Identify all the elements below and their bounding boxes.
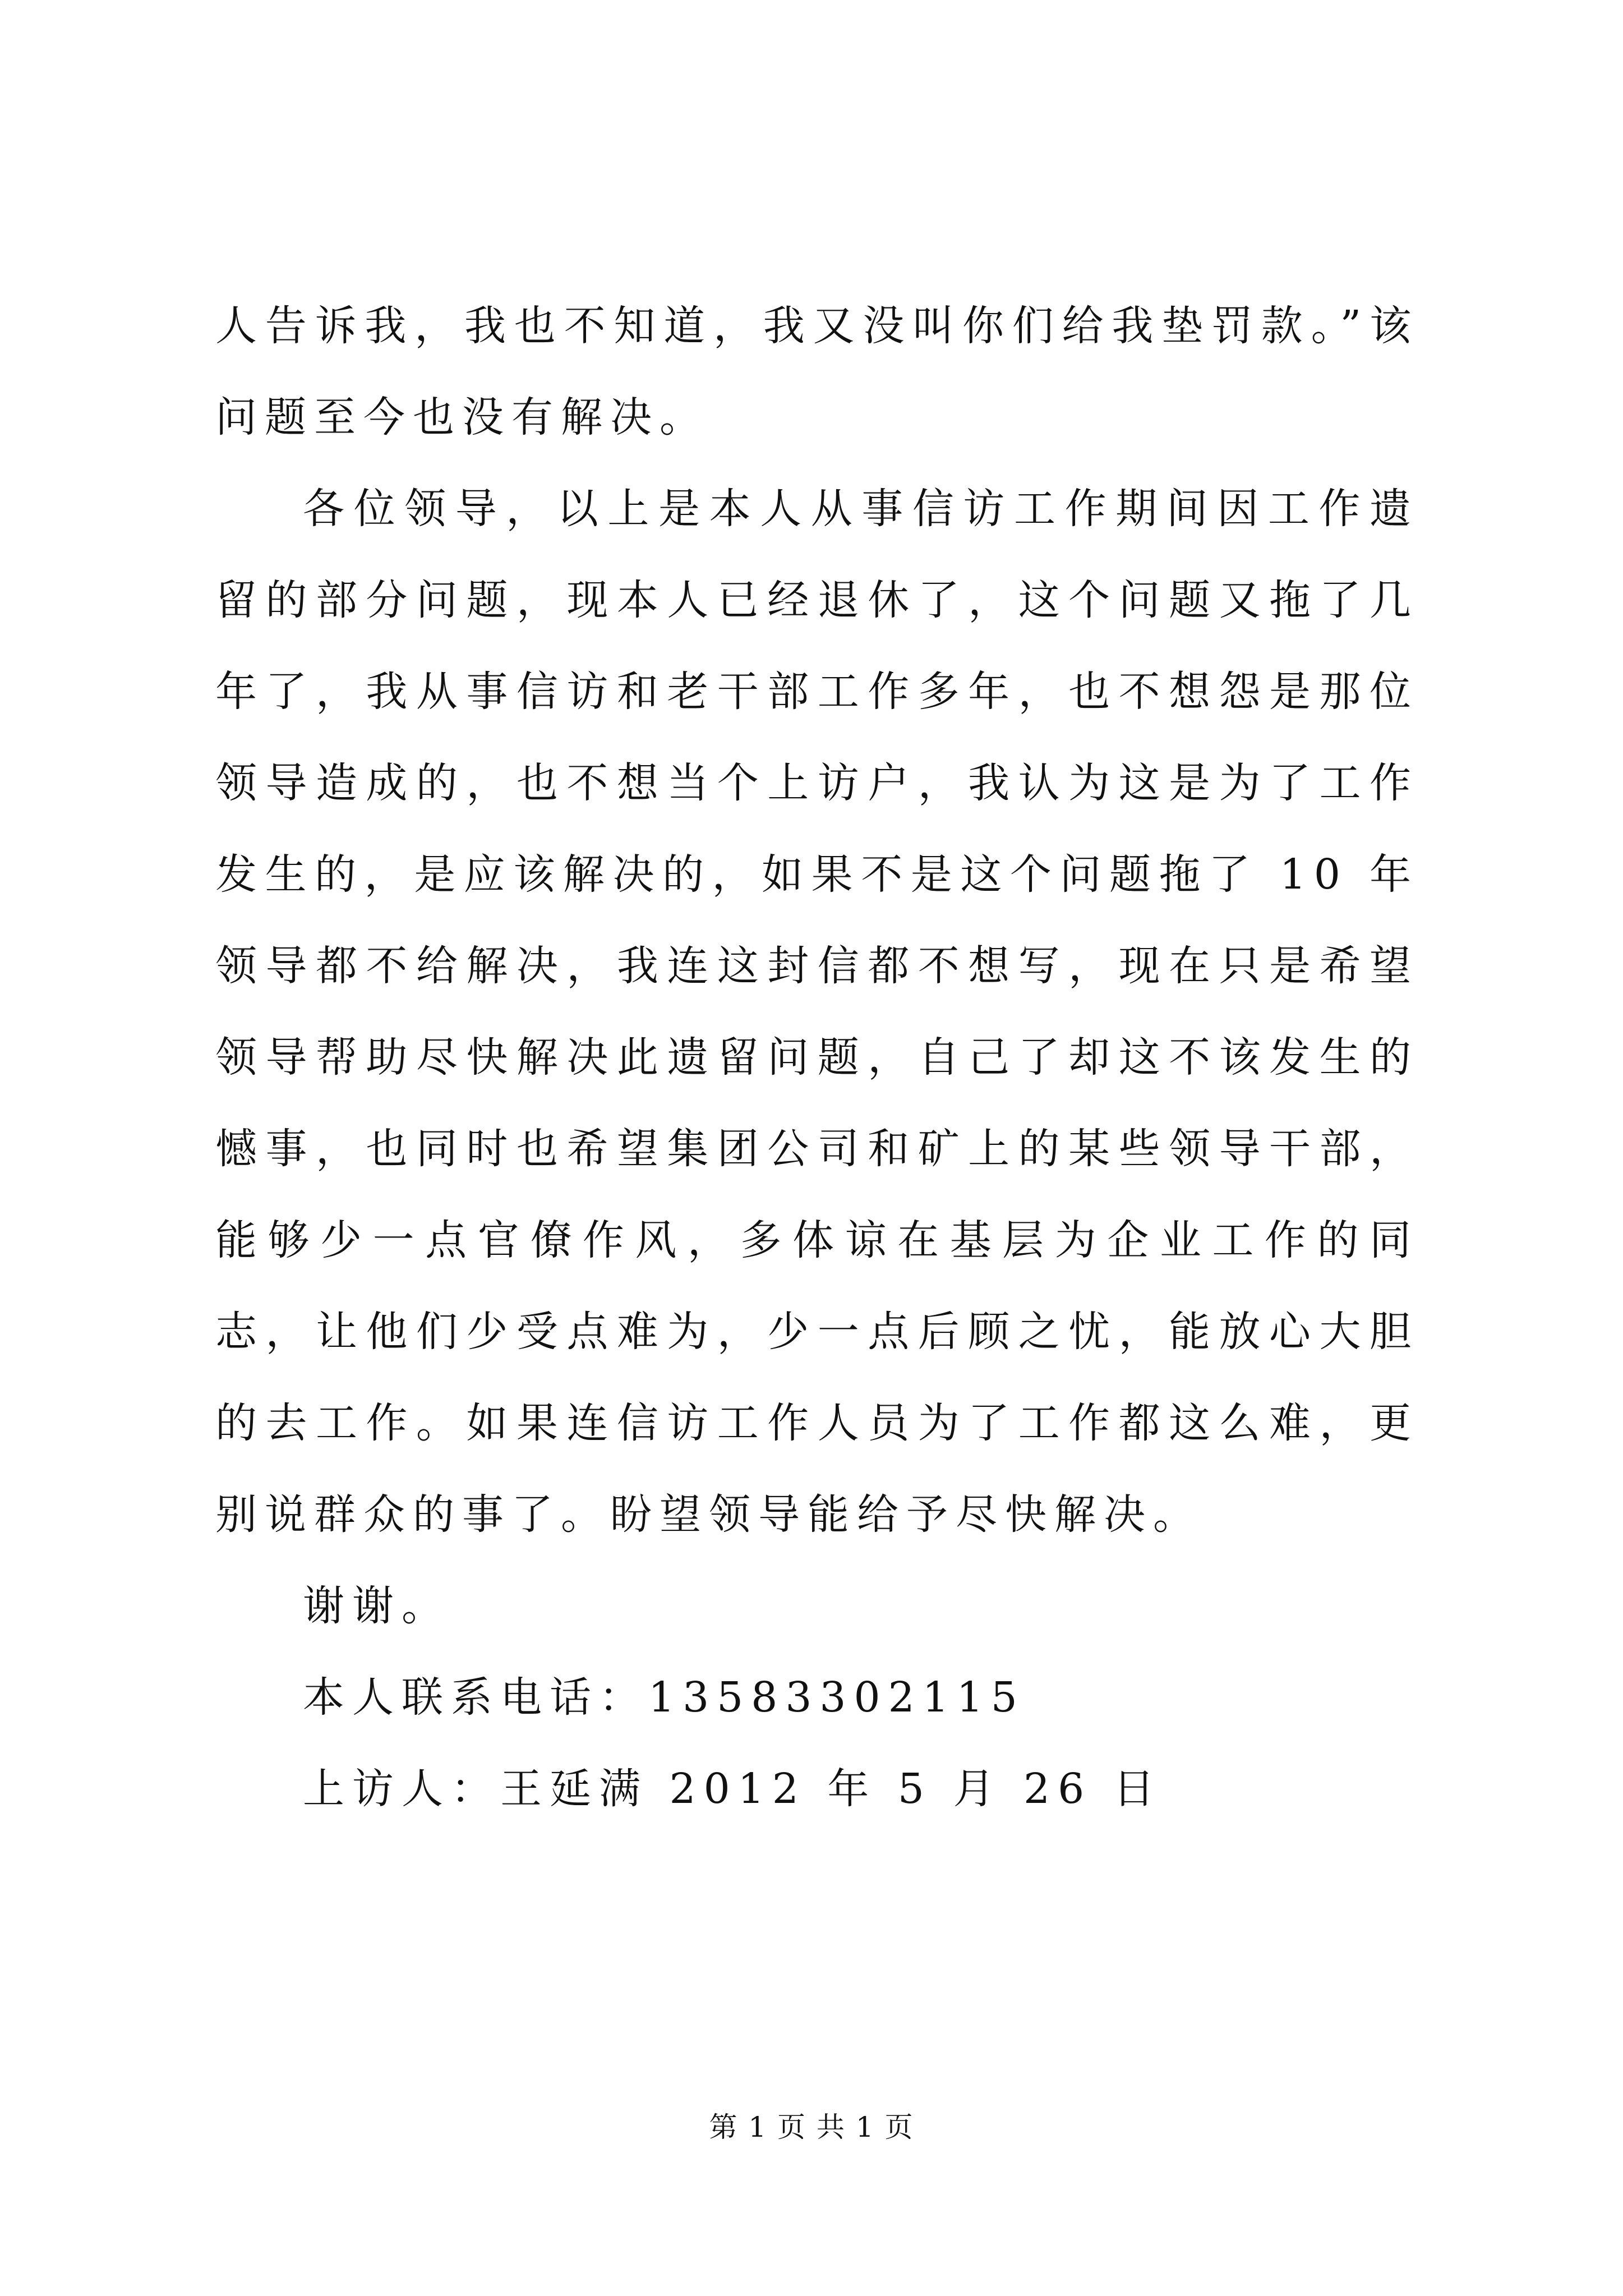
document-body [215,280,1419,1835]
paragraph-thanks: 谢谢。 [303,1582,451,1630]
paragraph-continuation: 人告诉我，我也不知道，我又没叫你们给我垫罚款。”该问题至今也没有解决。 [215,302,1419,441]
paragraph-contact-phone: 本人联系电话：13583302115 [303,1673,1025,1722]
paragraph-main-request: 各位领导，以上是本人从事信访工作期间因工作遗留的部分问题，现本人已经退休了，这个问题又拖了几年了，我从事信访和老干部工作多年，也不想怨是那位领导造成的，也不想当个上访户，我认为这是为了工作发生的，是应该解决的，如果不是这个问题拖了 10 年领导都不给解决，我连这封信都不想写，现在只是希望领导帮助尽快解决此遗留问题，自己了却这不该发生的憾事，也同时也希望集团公司和矿上的某些领导干部，能够少一点官僚作风，多体谅在基层为企业工作的同志，让他们少受点难为，少一点后顾之忧，能放心大胆的去工作。如果连信访工作人员为了工作都这么难，更别说群众的事了。盼望领导能给予尽快解决。 [215,485,1419,1539]
page-number-footer: 第 1 页 共 1 页 [709,2111,914,2143]
paragraph-signature-date: 上访人：王延满 2012 年 5 月 26 日 [303,1765,1163,1813]
